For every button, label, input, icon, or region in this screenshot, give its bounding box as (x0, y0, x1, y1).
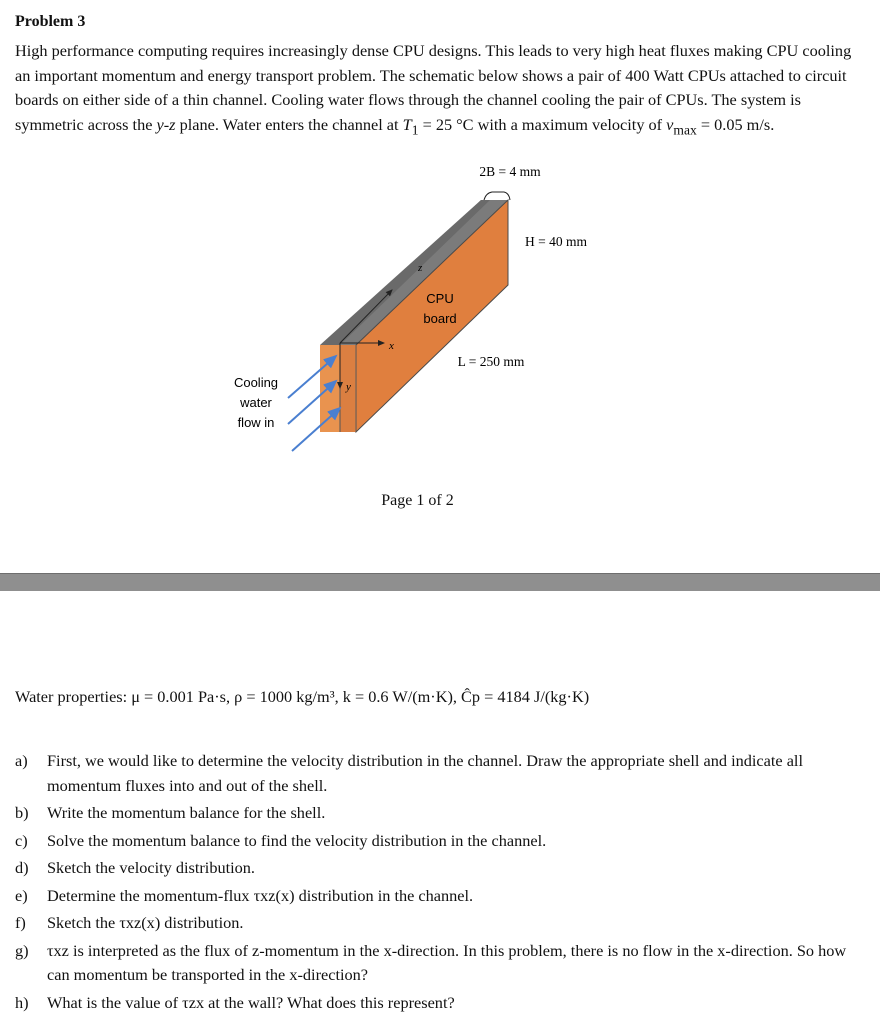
question-list (15, 749, 850, 1018)
page-number: Page 1 of 2 (381, 492, 454, 509)
cpu-label-2: board (423, 311, 457, 326)
flow-label-3: flow in (237, 415, 275, 430)
dim-height-label: H = 40 mm (525, 234, 587, 249)
list-item: c) Solve the momentum balance to find the velocity distribution in the channel. (15, 830, 547, 850)
list-item: h) What is the value of τzx at the wall? What does this represent? (15, 992, 455, 1012)
cpu-label-1: CPU (426, 291, 454, 306)
channel-opening (320, 345, 340, 432)
flow-label-1: Cooling (233, 375, 279, 390)
problem-title: Problem 3 (15, 13, 86, 30)
width-brace (484, 192, 510, 200)
list-item: d) Sketch the velocity distribution. (15, 858, 256, 877)
x-axis-label: x (389, 340, 394, 352)
list-item: g) τxz is interpreted as the flux of z-momentum in the x-direction. In this problem, there is no flow in the x-direction. So how can momentum be transported in the x-direction? (15, 940, 847, 984)
problem-intro: High performance computing requires increasingly dense CPU designs. This leads to very high heat fluxes making CPU cooling an important momentum and energy transport problem. The schematic below shows a pair of 400 Watt CPUs attached to circuit boards on either side of a thin channel. Cooling water flows through the channel cooling the pair of CPUs. The system is symmetric across the y-z plane. Water enters the channel at $T_1 = 25$ °C with a maximum velocity of $v_{max} = 0.05$ m/s. (15, 41, 852, 137)
page-separator (0, 573, 880, 591)
z-axis-label: z (418, 262, 423, 274)
list-item: a) First, we would like to determine the velocity distribution in the channel. Draw the appropriate shell and indicate all momentum fluxes into and out of the shell. (15, 751, 803, 795)
list-item: e) Determine the momentum-flux τxz(x) distribution in the channel. (15, 885, 474, 905)
dim-length-label: L = 250 mm (457, 354, 525, 369)
dim-width-label: 2B = 4 mm (479, 164, 541, 179)
flow-label-2: water (240, 395, 272, 410)
y-axis-label: y (346, 381, 351, 393)
list-item: f) Sketch the τxz(x) distribution. (15, 913, 244, 932)
list-item: b) Write the momentum balance for the shell. (15, 803, 326, 822)
channel-schematic (0, 0, 880, 470)
water-properties: Water properties: μ = 0.001 Pa·s, ρ = 1000 kg/m³, k = 0.6 W/(m·K), Ĉp = 4184 J/(kg·K) (15, 687, 590, 706)
